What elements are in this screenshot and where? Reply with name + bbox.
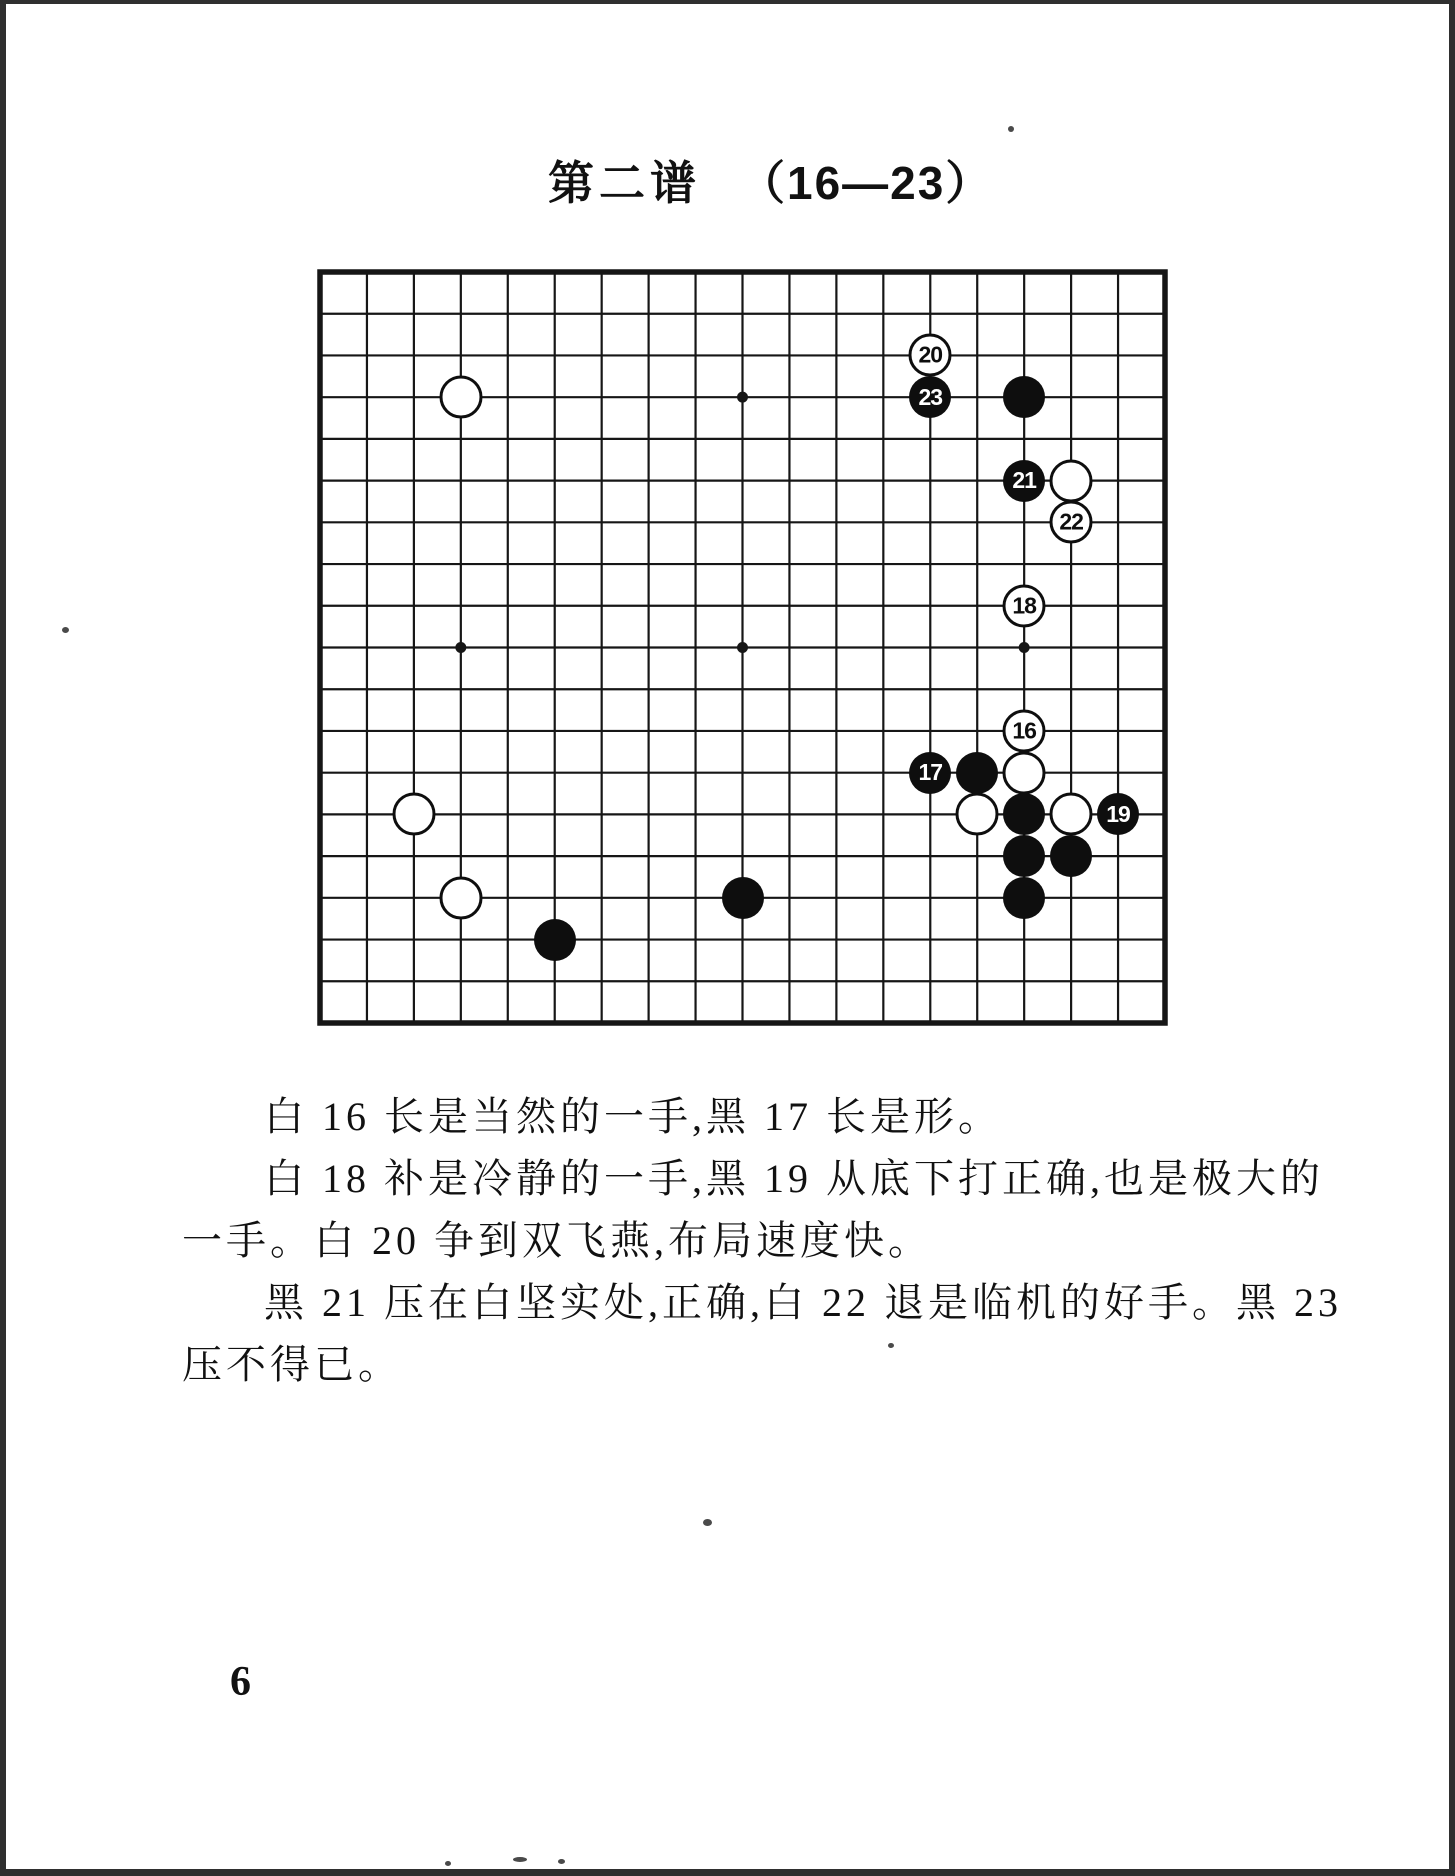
star-point: [455, 642, 466, 653]
scan-edge-top: [0, 0, 1455, 4]
stone-white: [1003, 751, 1046, 794]
stone-white: [956, 793, 999, 836]
scan-edge-right: [1449, 0, 1455, 1876]
stone-black: [956, 752, 998, 794]
diagram-move-range: （16—23）: [739, 157, 994, 209]
go-board-diagram: [320, 272, 1165, 1023]
stone-white-move-18: 18: [1003, 584, 1046, 627]
scan-speck: [1008, 126, 1014, 132]
stone-black: [1003, 877, 1045, 919]
scan-speck: [513, 1857, 527, 1862]
stone-white: [439, 376, 482, 419]
star-point: [737, 642, 748, 653]
scan-speck: [558, 1859, 565, 1864]
stone-white: [392, 793, 435, 836]
stone-black-move-21: 21: [1003, 460, 1045, 502]
star-point: [1019, 642, 1030, 653]
scan-speck: [62, 627, 69, 633]
stone-black-move-17: 17: [909, 752, 951, 794]
stone-white: [1050, 793, 1093, 836]
stone-white-move-16: 16: [1003, 709, 1046, 752]
stone-black-move-23: 23: [909, 376, 951, 418]
stone-black: [1003, 793, 1045, 835]
stone-white-move-20: 20: [909, 334, 952, 377]
star-point: [737, 392, 748, 403]
scan-edge-left: [0, 0, 6, 1876]
stone-black: [1050, 835, 1092, 877]
commentary-line: 白 16 长是当然的一手,黑 17 长是形。: [264, 1094, 1002, 1139]
commentary-text: [182, 1086, 1342, 1396]
scan-speck: [888, 1343, 894, 1348]
stone-white: [1050, 459, 1093, 502]
stone-white: [439, 876, 482, 919]
diagram-title: [548, 157, 994, 209]
stone-black: [534, 919, 576, 961]
commentary-line: 白 18 补是冷静的一手,黑 19 从底下打正确,也是极大的: [264, 1156, 1324, 1201]
stone-black: [1003, 835, 1045, 877]
commentary-line: 黑 21 压在白坚实处,正确,白 22 退是临机的好手。黑 23: [264, 1280, 1342, 1325]
scan-speck: [703, 1519, 712, 1526]
commentary-line: 压不得已。: [182, 1342, 402, 1387]
scan-speck: [445, 1861, 451, 1866]
stone-black: [1003, 376, 1045, 418]
scan-edge-bottom: [0, 1869, 1455, 1876]
stone-white-move-22: 22: [1050, 501, 1093, 544]
diagram-title-text: 第二谱: [548, 157, 701, 209]
commentary-line: 一手。白 20 争到双飞燕,布局速度快。: [182, 1218, 932, 1263]
page-number: 6: [230, 1659, 251, 1705]
stone-black: [722, 877, 764, 919]
stone-black-move-19: 19: [1097, 793, 1139, 835]
